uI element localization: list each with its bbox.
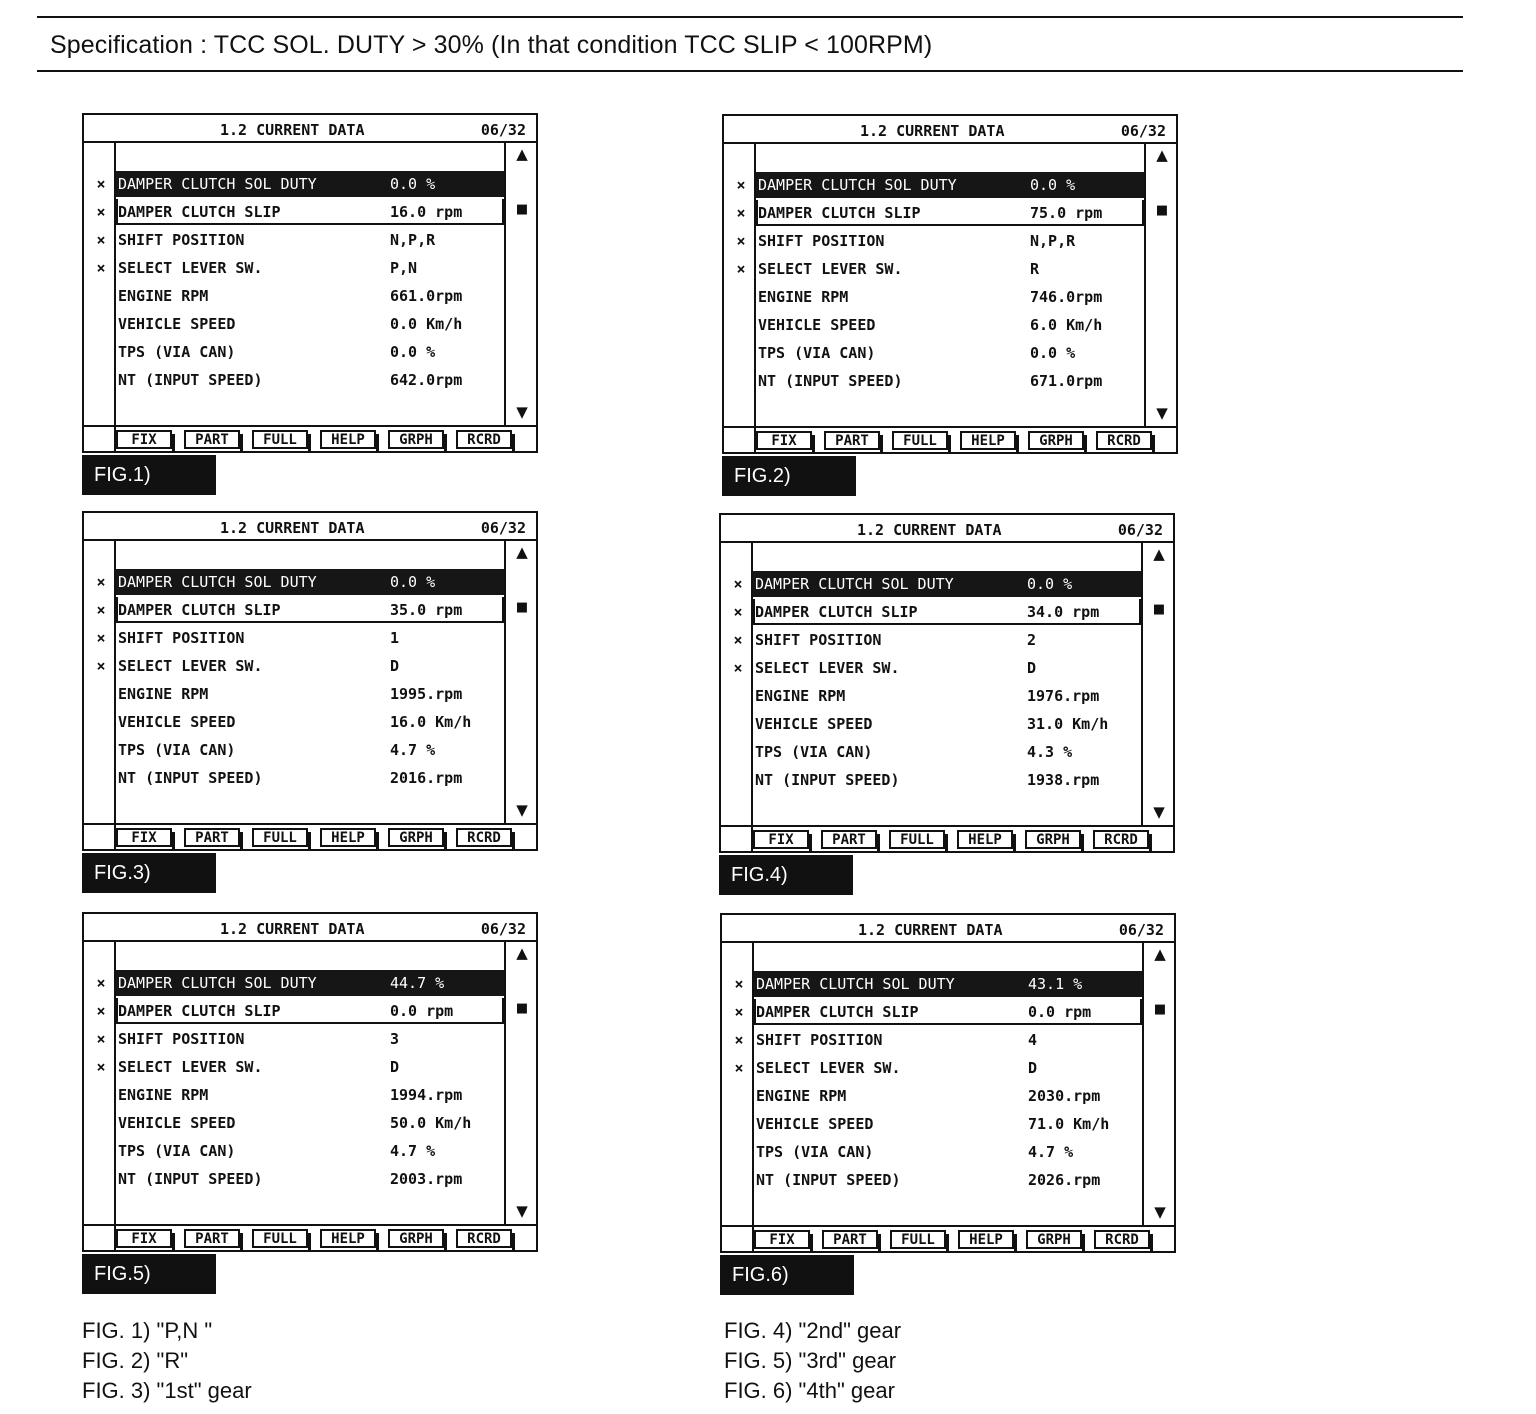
data-value: N,P,R	[390, 231, 436, 249]
specification-text: Specification : TCC SOL. DUTY > 30% (In that condition TCC SLIP < 100RPM)	[50, 31, 933, 59]
data-label: VEHICLE SPEED	[755, 715, 873, 733]
scroll-thumb-icon[interactable]: ■	[515, 1001, 529, 1016]
scrollbar[interactable]	[506, 940, 538, 1224]
data-row[interactable]	[84, 1026, 506, 1052]
figure-tag: FIG.4)	[719, 855, 853, 895]
page-indicator: 06/32	[1117, 521, 1163, 539]
function-key-help-button[interactable]: HELP	[957, 830, 1013, 849]
data-value: 6.0 Km/h	[1030, 316, 1103, 334]
data-label: TPS (VIA CAN)	[118, 343, 236, 361]
data-row[interactable]	[84, 970, 506, 996]
data-value: D	[390, 657, 400, 675]
scroll-thumb-icon[interactable]: ■	[1152, 602, 1166, 617]
function-key-help-button[interactable]: HELP	[958, 1230, 1014, 1249]
function-key-part-button[interactable]: PART	[824, 431, 880, 450]
screen-title-bar	[722, 917, 1174, 943]
data-value: 0.0 %	[390, 343, 436, 361]
function-key-part-button[interactable]: PART	[821, 830, 877, 849]
data-label: DAMPER CLUTCH SLIP	[118, 1002, 281, 1020]
data-row[interactable]	[721, 683, 1143, 709]
fixed-item-mark-icon: ×	[736, 176, 746, 194]
data-label: SELECT LEVER SW.	[118, 259, 263, 277]
screen-title: 1.2 CURRENT DATA	[858, 921, 1003, 939]
data-label: ENGINE RPM	[118, 287, 209, 305]
data-value: 2030.rpm	[1028, 1087, 1101, 1105]
scan-tool-screen	[720, 913, 1176, 1253]
scan-tool-screen	[719, 513, 1175, 853]
figure-tag: FIG.2)	[722, 456, 856, 496]
screen-title-bar	[84, 515, 536, 541]
data-label: DAMPER CLUTCH SOL DUTY	[118, 175, 317, 193]
data-row[interactable]	[84, 1082, 506, 1108]
data-row[interactable]	[724, 256, 1146, 282]
data-label: ENGINE RPM	[758, 288, 849, 306]
data-row[interactable]	[722, 971, 1144, 997]
scrollbar[interactable]	[506, 141, 538, 425]
scroll-up-arrow-icon[interactable]: ▲	[516, 145, 528, 163]
function-key-grph-button[interactable]: GRPH	[1026, 1230, 1082, 1249]
fixed-item-mark-icon: ×	[96, 1058, 106, 1076]
data-value: 4.7 %	[390, 1142, 436, 1160]
data-row[interactable]	[724, 200, 1146, 226]
data-row[interactable]	[84, 199, 506, 225]
data-label: DAMPER CLUTCH SLIP	[118, 203, 281, 221]
data-row[interactable]	[721, 599, 1143, 625]
data-value: 1995.rpm	[390, 685, 463, 703]
fixed-item-mark-icon: ×	[96, 573, 106, 591]
function-key-bar	[84, 425, 536, 453]
data-row[interactable]	[84, 171, 506, 197]
page-indicator: 06/32	[1120, 122, 1166, 140]
function-key-bar	[724, 426, 1176, 454]
data-label: NT (INPUT SPEED)	[118, 371, 263, 389]
scrollbar[interactable]	[1143, 541, 1175, 825]
data-value: 0.0 %	[1030, 344, 1076, 362]
data-label: NT (INPUT SPEED)	[118, 1170, 263, 1188]
caption-fig-2: FIG. 2) "R"	[82, 1348, 189, 1373]
data-value: 0.0 %	[390, 175, 436, 193]
data-value: 1	[390, 629, 400, 647]
data-value: 642.0rpm	[390, 371, 463, 389]
page-indicator: 06/32	[480, 121, 526, 139]
data-row[interactable]	[84, 227, 506, 253]
fixed-item-mark-icon: ×	[96, 974, 106, 992]
data-value: 3	[390, 1030, 400, 1048]
function-key-grph-button[interactable]: GRPH	[388, 1229, 444, 1248]
data-row[interactable]	[84, 1110, 506, 1136]
data-value: 35.0 rpm	[390, 601, 463, 619]
fixed-item-mark-icon: ×	[733, 603, 743, 621]
scrollbar[interactable]	[1146, 142, 1178, 426]
scrollbar[interactable]	[506, 539, 538, 823]
function-key-grph-button[interactable]: GRPH	[1028, 431, 1084, 450]
spec-top-rule	[37, 16, 1463, 18]
function-key-grph-button[interactable]: GRPH	[388, 430, 444, 449]
data-label: DAMPER CLUTCH SOL DUTY	[118, 974, 317, 992]
data-value: 2003.rpm	[390, 1170, 463, 1188]
function-key-full-button[interactable]: FULL	[889, 830, 945, 849]
fixed-item-mark-icon: ×	[96, 1002, 106, 1020]
function-key-rcrd-button[interactable]: RCRD	[1093, 830, 1149, 849]
data-value: 4.3 %	[1027, 743, 1073, 761]
function-key-part-button[interactable]: PART	[184, 1229, 240, 1248]
scroll-down-arrow-icon[interactable]: ▼	[516, 801, 528, 819]
scroll-down-arrow-icon[interactable]: ▼	[516, 1202, 528, 1220]
fixed-item-mark-icon: ×	[734, 1031, 744, 1049]
function-key-fix-button[interactable]: FIX	[756, 431, 812, 450]
data-value: 0.0 %	[390, 573, 436, 591]
data-label: ENGINE RPM	[118, 1086, 209, 1104]
data-value: 0.0 Km/h	[390, 315, 463, 333]
data-label: ENGINE RPM	[756, 1087, 847, 1105]
data-label: DAMPER CLUTCH SOL DUTY	[756, 975, 955, 993]
scan-tool-screen	[82, 113, 538, 453]
data-label: SELECT LEVER SW.	[756, 1059, 901, 1077]
scroll-up-arrow-icon[interactable]: ▲	[516, 944, 528, 962]
data-label: ENGINE RPM	[755, 687, 846, 705]
function-key-grph-button[interactable]: GRPH	[388, 828, 444, 847]
scroll-down-arrow-icon[interactable]: ▼	[516, 403, 528, 421]
data-value: 0.0 %	[1027, 575, 1073, 593]
data-row[interactable]	[721, 711, 1143, 737]
data-row[interactable]	[722, 1027, 1144, 1053]
data-label: NT (INPUT SPEED)	[758, 372, 903, 390]
function-key-rcrd-button[interactable]: RCRD	[456, 1229, 512, 1248]
data-value: R	[1030, 260, 1040, 278]
data-value: 1938.rpm	[1027, 771, 1100, 789]
function-key-bar	[84, 823, 536, 851]
fixed-item-mark-icon: ×	[733, 575, 743, 593]
data-row[interactable]	[724, 368, 1146, 394]
data-row[interactable]	[722, 1111, 1144, 1137]
data-value: 1994.rpm	[390, 1086, 463, 1104]
function-key-rcrd-button[interactable]: RCRD	[456, 430, 512, 449]
data-row[interactable]	[722, 1083, 1144, 1109]
fixed-item-mark-icon: ×	[96, 175, 106, 193]
screen-title: 1.2 CURRENT DATA	[860, 122, 1005, 140]
scroll-down-arrow-icon[interactable]: ▼	[1153, 803, 1165, 821]
data-label: SHIFT POSITION	[756, 1031, 883, 1049]
function-key-part-button[interactable]: PART	[822, 1230, 878, 1249]
data-row[interactable]	[84, 339, 506, 365]
data-label: DAMPER CLUTCH SLIP	[118, 601, 281, 619]
caption-fig-6: FIG. 6) "4th" gear	[724, 1378, 895, 1403]
data-label: TPS (VIA CAN)	[758, 344, 876, 362]
data-value: 71.0 Km/h	[1028, 1115, 1110, 1133]
data-row[interactable]	[722, 999, 1144, 1025]
data-value: 75.0 rpm	[1030, 204, 1103, 222]
data-label: DAMPER CLUTCH SOL DUTY	[758, 176, 957, 194]
figure-tag: FIG.1)	[82, 455, 216, 495]
function-key-full-button[interactable]: FULL	[252, 828, 308, 847]
data-label: TPS (VIA CAN)	[118, 1142, 236, 1160]
data-label: VEHICLE SPEED	[756, 1115, 874, 1133]
data-value: 2016.rpm	[390, 769, 463, 787]
fixed-item-mark-icon: ×	[96, 203, 106, 221]
data-label: SELECT LEVER SW.	[118, 657, 263, 675]
fixed-item-mark-icon: ×	[734, 975, 744, 993]
data-label: DAMPER CLUTCH SLIP	[756, 1003, 919, 1021]
screen-title-bar	[84, 117, 536, 143]
figure-tag: FIG.5)	[82, 1254, 216, 1294]
function-key-bar	[722, 1225, 1174, 1253]
data-label: SHIFT POSITION	[755, 631, 882, 649]
scroll-down-arrow-icon[interactable]: ▼	[1154, 1203, 1166, 1221]
fixed-item-mark-icon: ×	[96, 1030, 106, 1048]
data-value: 0.0 rpm	[1028, 1003, 1092, 1021]
data-row[interactable]	[722, 1139, 1144, 1165]
data-row[interactable]	[724, 228, 1146, 254]
data-row[interactable]	[724, 172, 1146, 198]
screen-title: 1.2 CURRENT DATA	[220, 121, 365, 139]
function-key-part-button[interactable]: PART	[184, 828, 240, 847]
data-label: VEHICLE SPEED	[118, 1114, 236, 1132]
fixed-item-mark-icon: ×	[96, 601, 106, 619]
data-value: 4	[1028, 1031, 1038, 1049]
data-value: N,P,R	[1030, 232, 1076, 250]
scroll-up-arrow-icon[interactable]: ▲	[516, 543, 528, 561]
fixed-item-mark-icon: ×	[733, 659, 743, 677]
screen-title-bar	[724, 118, 1176, 144]
function-key-full-button[interactable]: FULL	[892, 431, 948, 450]
data-value: 746.0rpm	[1030, 288, 1103, 306]
screen-title: 1.2 CURRENT DATA	[857, 521, 1002, 539]
function-key-help-button[interactable]: HELP	[320, 828, 376, 847]
data-row[interactable]	[84, 1054, 506, 1080]
screen-title-bar	[721, 517, 1173, 543]
data-value: 0.0 %	[1030, 176, 1076, 194]
data-row[interactable]	[724, 312, 1146, 338]
data-row[interactable]	[721, 739, 1143, 765]
data-value: 661.0rpm	[390, 287, 463, 305]
data-label: SHIFT POSITION	[118, 1030, 245, 1048]
data-row[interactable]	[84, 283, 506, 309]
data-value: 0.0 rpm	[390, 1002, 454, 1020]
data-row[interactable]	[84, 737, 506, 763]
function-key-help-button[interactable]: HELP	[960, 431, 1016, 450]
data-value: 16.0 Km/h	[390, 713, 472, 731]
page-indicator: 06/32	[480, 519, 526, 537]
fixed-item-mark-icon: ×	[736, 204, 746, 222]
function-key-help-button[interactable]: HELP	[320, 1229, 376, 1248]
data-row[interactable]	[721, 571, 1143, 597]
data-label: SHIFT POSITION	[118, 629, 245, 647]
function-key-full-button[interactable]: FULL	[890, 1230, 946, 1249]
data-value: 50.0 Km/h	[390, 1114, 472, 1132]
caption-fig-4: FIG. 4) "2nd" gear	[724, 1318, 902, 1343]
fixed-item-mark-icon: ×	[736, 260, 746, 278]
data-row[interactable]	[84, 311, 506, 337]
data-row[interactable]	[84, 653, 506, 679]
function-key-fix-button[interactable]: FIX	[754, 1230, 810, 1249]
fixed-item-mark-icon: ×	[96, 231, 106, 249]
fixed-item-mark-icon: ×	[96, 629, 106, 647]
scroll-up-arrow-icon[interactable]: ▲	[1154, 945, 1166, 963]
data-row[interactable]	[84, 625, 506, 651]
data-row[interactable]	[721, 627, 1143, 653]
function-key-full-button[interactable]: FULL	[252, 1229, 308, 1248]
data-row[interactable]	[84, 998, 506, 1024]
caption-list-right	[724, 1316, 901, 1406]
function-key-bar	[721, 825, 1173, 853]
function-key-rcrd-button[interactable]: RCRD	[1094, 1230, 1150, 1249]
data-row[interactable]	[84, 1166, 506, 1192]
data-label: NT (INPUT SPEED)	[755, 771, 900, 789]
data-label: SELECT LEVER SW.	[755, 659, 900, 677]
data-label: DAMPER CLUTCH SLIP	[758, 204, 921, 222]
function-key-fix-button[interactable]: FIX	[116, 430, 172, 449]
data-row[interactable]	[84, 255, 506, 281]
function-key-bar	[84, 1224, 536, 1252]
data-label: DAMPER CLUTCH SOL DUTY	[118, 573, 317, 591]
scan-tool-screen	[82, 511, 538, 851]
data-value: 16.0 rpm	[390, 203, 463, 221]
data-row[interactable]	[721, 767, 1143, 793]
data-label: TPS (VIA CAN)	[755, 743, 873, 761]
data-value: D	[1027, 659, 1037, 677]
data-value: 671.0rpm	[1030, 372, 1103, 390]
function-key-fix-button[interactable]: FIX	[116, 828, 172, 847]
data-row[interactable]	[721, 655, 1143, 681]
data-row[interactable]	[84, 569, 506, 595]
function-key-full-button[interactable]: FULL	[252, 430, 308, 449]
scroll-thumb-icon[interactable]: ■	[1153, 1002, 1167, 1017]
function-key-rcrd-button[interactable]: RCRD	[1096, 431, 1152, 450]
data-label: TPS (VIA CAN)	[756, 1143, 874, 1161]
data-label: ENGINE RPM	[118, 685, 209, 703]
screen-title: 1.2 CURRENT DATA	[220, 920, 365, 938]
screen-title: 1.2 CURRENT DATA	[220, 519, 365, 537]
data-label: VEHICLE SPEED	[118, 315, 236, 333]
data-value: 4.7 %	[1028, 1143, 1074, 1161]
fixed-item-mark-icon: ×	[96, 259, 106, 277]
fixed-item-mark-icon: ×	[733, 631, 743, 649]
scroll-thumb-icon[interactable]: ■	[1155, 203, 1169, 218]
data-value: 4.7 %	[390, 741, 436, 759]
function-key-help-button[interactable]: HELP	[320, 430, 376, 449]
function-key-part-button[interactable]: PART	[184, 430, 240, 449]
page-indicator: 06/32	[1118, 921, 1164, 939]
caption-fig-5: FIG. 5) "3rd" gear	[724, 1348, 897, 1373]
data-row[interactable]	[722, 1055, 1144, 1081]
data-value: 2	[1027, 631, 1037, 649]
data-label: SELECT LEVER SW.	[118, 1058, 263, 1076]
data-value: 34.0 rpm	[1027, 603, 1100, 621]
data-value: 43.1 %	[1028, 975, 1083, 993]
data-label: SHIFT POSITION	[118, 231, 245, 249]
page-indicator: 06/32	[480, 920, 526, 938]
data-value: 1976.rpm	[1027, 687, 1100, 705]
caption-fig-3: FIG. 3) "1st" gear	[82, 1378, 252, 1403]
scan-tool-screen	[722, 114, 1178, 454]
data-row[interactable]	[722, 1167, 1144, 1193]
scrollbar[interactable]	[1144, 941, 1176, 1225]
data-value: 31.0 Km/h	[1027, 715, 1109, 733]
figure-tag: FIG.3)	[82, 853, 216, 893]
data-row[interactable]	[724, 284, 1146, 310]
fixed-item-mark-icon: ×	[736, 232, 746, 250]
scan-tool-screen	[82, 912, 538, 1252]
data-value: D	[1028, 1059, 1038, 1077]
scroll-thumb-icon[interactable]: ■	[515, 600, 529, 615]
data-row[interactable]	[84, 1138, 506, 1164]
data-label: SHIFT POSITION	[758, 232, 885, 250]
data-row[interactable]	[84, 367, 506, 393]
data-label: SELECT LEVER SW.	[758, 260, 903, 278]
data-row[interactable]	[84, 597, 506, 623]
data-label: VEHICLE SPEED	[118, 713, 236, 731]
scroll-down-arrow-icon[interactable]: ▼	[1156, 404, 1168, 422]
data-row[interactable]	[84, 681, 506, 707]
function-key-fix-button[interactable]: FIX	[116, 1229, 172, 1248]
data-row[interactable]	[84, 709, 506, 735]
data-value: P,N	[390, 259, 418, 277]
data-label: TPS (VIA CAN)	[118, 741, 236, 759]
data-label: NT (INPUT SPEED)	[756, 1171, 901, 1189]
data-label: NT (INPUT SPEED)	[118, 769, 263, 787]
data-label: DAMPER CLUTCH SOL DUTY	[755, 575, 954, 593]
data-value: 2026.rpm	[1028, 1171, 1101, 1189]
fixed-item-mark-icon: ×	[96, 657, 106, 675]
scroll-thumb-icon[interactable]: ■	[515, 202, 529, 217]
figure-tag: FIG.6)	[720, 1255, 854, 1295]
data-row[interactable]	[84, 765, 506, 791]
scroll-up-arrow-icon[interactable]: ▲	[1153, 545, 1165, 563]
data-label: DAMPER CLUTCH SLIP	[755, 603, 918, 621]
caption-fig-1: FIG. 1) "P,N "	[82, 1318, 213, 1343]
data-row[interactable]	[724, 340, 1146, 366]
screen-title-bar	[84, 916, 536, 942]
fixed-item-mark-icon: ×	[734, 1059, 744, 1077]
spec-bottom-rule	[37, 70, 1463, 72]
caption-list-left	[82, 1316, 252, 1406]
scroll-up-arrow-icon[interactable]: ▲	[1156, 146, 1168, 164]
data-label: VEHICLE SPEED	[758, 316, 876, 334]
fixed-item-mark-icon: ×	[734, 1003, 744, 1021]
data-value: 44.7 %	[390, 974, 445, 992]
function-key-rcrd-button[interactable]: RCRD	[456, 828, 512, 847]
data-value: D	[390, 1058, 400, 1076]
function-key-fix-button[interactable]: FIX	[753, 830, 809, 849]
function-key-grph-button[interactable]: GRPH	[1025, 830, 1081, 849]
